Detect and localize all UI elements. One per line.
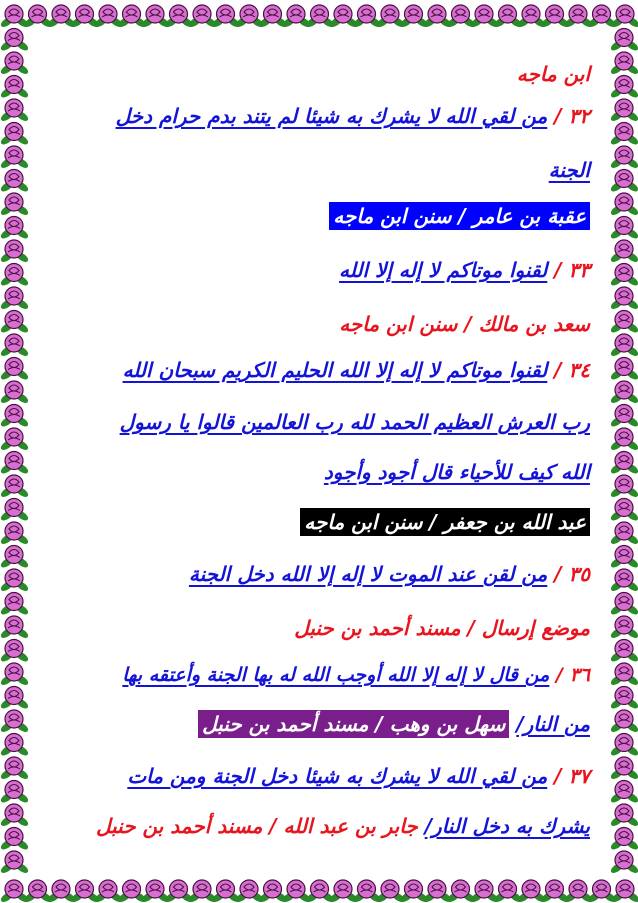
rose-flower-icon — [0, 616, 30, 640]
hadith-text: لقنوا موتاكم لا إله إلا الله الحليم الكريم سبحان الله — [122, 358, 548, 382]
rose-flower-icon — [0, 29, 30, 53]
hadith-32-line-1: ٣٢ / من لقي الله لا يشرك به شيئا لم يتند بدم حرام دخل — [115, 104, 590, 128]
rose-flower-icon — [609, 29, 638, 53]
hadith-32-line-2: الجنة — [548, 158, 590, 182]
rose-flower-icon — [609, 334, 638, 358]
hadith-37-line-1: ٣٧ / من لقي الله لا يشرك به شيئا دخل الجنة ومن مات — [127, 764, 590, 788]
rose-flower-icon — [0, 452, 30, 476]
rose-flower-icon — [0, 123, 30, 147]
rose-flower-icon — [0, 593, 30, 617]
rose-flower-icon — [610, 5, 638, 29]
hadith-page — [50, 52, 590, 852]
rose-flower-icon — [0, 193, 30, 217]
hadith-34-line-1: ٣٤ / لقنوا موتاكم لا إله إلا الله الحليم الكريم سبحان الله — [122, 358, 590, 382]
rose-flower-icon — [609, 640, 638, 664]
rose-flower-icon — [609, 452, 638, 476]
rose-flower-icon — [609, 217, 638, 241]
rose-flower-icon — [0, 240, 30, 264]
rose-flower-icon — [609, 851, 638, 875]
hadith-number: ٣٢ — [568, 104, 590, 128]
rose-flower-icon — [609, 52, 638, 76]
rose-flower-icon — [609, 146, 638, 170]
hadith-35-source: موضع إرسال / مسند أحمد بن حنبل — [294, 616, 590, 640]
hadith-34-line-2: رب العرش العظيم الحمد لله رب العالمين قالوا يا رسول — [119, 410, 590, 434]
hadith-number: ٣٧ — [568, 764, 590, 788]
rose-flower-icon — [609, 828, 638, 852]
rose-flower-icon — [0, 52, 30, 76]
hadith-34-line-3: الله كيف للأحياء قال أجود وأجود — [323, 460, 590, 484]
rose-flower-icon — [0, 358, 30, 382]
hadith-33-line-1: ٣٣ / لقنوا موتاكم لا إله إلا الله — [339, 258, 590, 282]
rose-flower-icon — [0, 428, 30, 452]
rose-flower-icon — [609, 593, 638, 617]
rose-flower-icon — [0, 687, 30, 711]
rose-flower-icon — [609, 687, 638, 711]
rose-flower-icon — [609, 546, 638, 570]
rose-flower-icon — [609, 358, 638, 382]
rose-flower-icon — [0, 710, 30, 734]
rose-flower-icon — [0, 76, 30, 100]
hadith-text: لقنوا موتاكم لا إله إلا الله — [339, 258, 548, 282]
rose-flower-icon — [0, 405, 30, 429]
rose-flower-icon — [0, 287, 30, 311]
rose-flower-icon — [609, 76, 638, 100]
rose-flower-icon — [0, 264, 30, 288]
rose-flower-icon — [609, 734, 638, 758]
rose-flower-icon — [0, 757, 30, 781]
rose-flower-icon — [0, 546, 30, 570]
rose-flower-icon — [609, 240, 638, 264]
rose-flower-icon — [609, 264, 638, 288]
rose-flower-icon — [0, 640, 30, 664]
rose-flower-icon — [0, 99, 30, 123]
hadith-36-line-2: من النار/ سهل بن وهب / مسند أحمد بن حنبل — [198, 712, 590, 736]
hadith-32-source: عقبة بن عامر / سنن ابن ماجه — [329, 204, 590, 228]
rose-flower-icon — [0, 734, 30, 758]
rose-flower-icon — [609, 616, 638, 640]
hadith-text: من لقي الله لا يشرك به شيئا لم يتند بدم حرام دخل — [115, 104, 548, 128]
rose-flower-icon — [609, 475, 638, 499]
rose-flower-icon — [609, 710, 638, 734]
hadith-34-source: عبد الله بن جعفر / سنن ابن ماجه — [300, 510, 590, 534]
rose-flower-icon — [609, 311, 638, 335]
rose-flower-icon — [609, 499, 638, 523]
hadith-number: ٣٥ — [568, 562, 590, 586]
rose-flower-icon — [0, 522, 30, 546]
rose-flower-icon — [609, 123, 638, 147]
rose-flower-icon — [609, 757, 638, 781]
rose-flower-icon — [609, 522, 638, 546]
rose-flower-icon — [609, 569, 638, 593]
hadith-36-source: سهل بن وهب / مسند أحمد بن حنبل — [198, 710, 509, 738]
hadith-33-source: سعد بن مالك / سنن ابن ماجه — [339, 312, 590, 336]
source-heading: ابن ماجه — [516, 62, 590, 86]
hadith-text: من لقي الله لا يشرك به شيئا دخل الجنة ومن مات — [127, 764, 548, 788]
hadith-35-line-1: ٣٥ / من لقن عند الموت لا إله إلا الله دخل الجنة — [188, 562, 590, 586]
rose-flower-icon — [0, 311, 30, 335]
rose-flower-icon — [609, 381, 638, 405]
rose-flower-icon — [0, 851, 30, 875]
rose-flower-icon — [0, 217, 30, 241]
hadith-number: ٣٣ — [568, 258, 590, 282]
hadith-37-source: جابر بن عبد الله / مسند أحمد بن حنبل — [96, 814, 418, 838]
hadith-36-line-1: ٣٦ / من قال لا إله إلا الله أوجب الله له بها الجنة وأعتقه بها — [122, 664, 590, 686]
rose-flower-icon — [0, 334, 30, 358]
rose-flower-icon — [609, 193, 638, 217]
rose-flower-icon — [0, 663, 30, 687]
rose-flower-icon — [0, 381, 30, 405]
rose-flower-icon — [609, 287, 638, 311]
hadith-number: ٣٤ — [568, 358, 590, 382]
rose-flower-icon — [609, 663, 638, 687]
rose-flower-icon — [0, 475, 30, 499]
rose-flower-icon — [609, 781, 638, 805]
rose-flower-icon — [0, 781, 30, 805]
rose-flower-icon — [0, 828, 30, 852]
rose-flower-icon — [0, 804, 30, 828]
hadith-37-line-2: يشرك به دخل النار/ جابر بن عبد الله / مسند أحمد بن حنبل — [96, 814, 590, 838]
rose-flower-icon — [0, 569, 30, 593]
rose-flower-icon — [0, 499, 30, 523]
rose-flower-icon — [609, 428, 638, 452]
hadith-text: من لقن عند الموت لا إله إلا الله دخل الجنة — [188, 562, 548, 586]
rose-flower-icon — [610, 880, 638, 903]
rose-flower-icon — [609, 99, 638, 123]
hadith-number: ٣٦ — [569, 664, 590, 686]
rose-flower-icon — [0, 146, 30, 170]
rose-flower-icon — [0, 170, 30, 194]
rose-flower-icon — [609, 804, 638, 828]
hadith-text: من قال لا إله إلا الله أوجب الله له بها الجنة وأعتقه بها — [122, 664, 550, 686]
rose-flower-icon — [609, 405, 638, 429]
rose-flower-icon — [609, 170, 638, 194]
